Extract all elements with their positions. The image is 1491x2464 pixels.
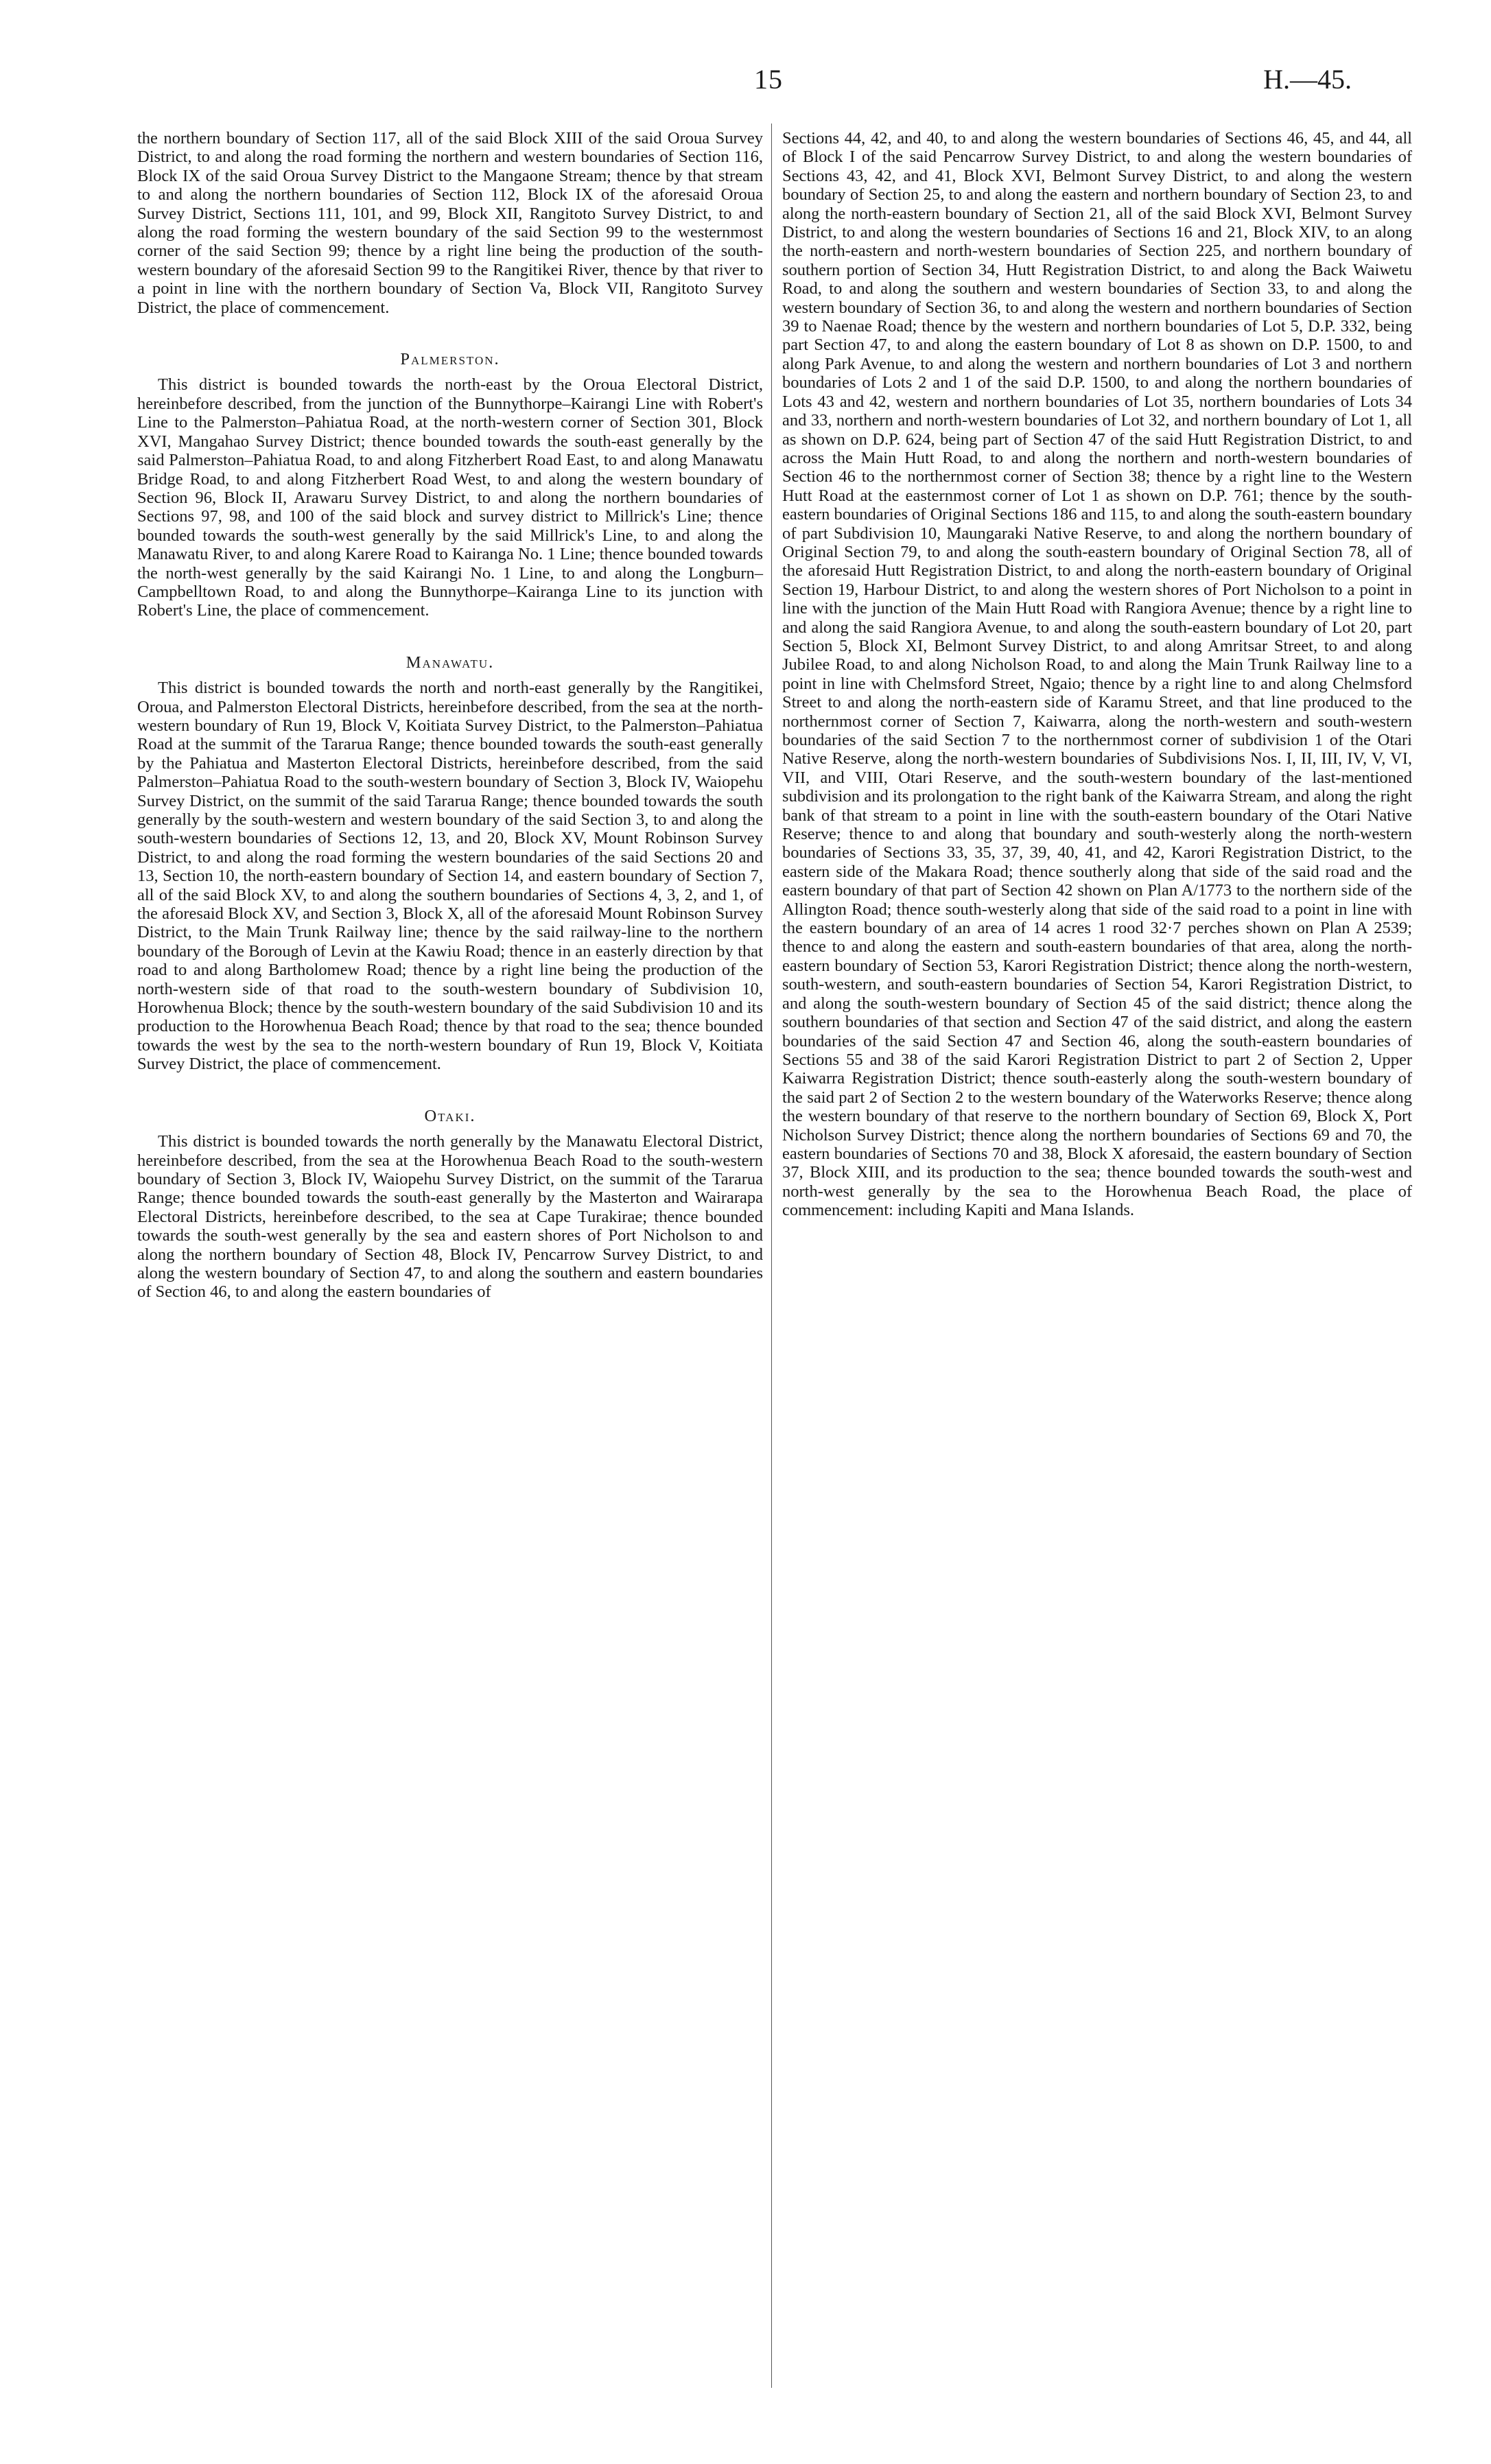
- left-column: [137, 129, 763, 1302]
- section-text-otaki: This district is bounded towards the north generally by the Manawatu Electoral District, hereinbefore described, from the sea at the Horowhenua Beach Road to the south-western boundary of Section 3, Block IV, Waiopehu Survey District, on the summit of the Tararua Range; thence bounded towards the south-east generally by the Masterton and Wairarapa Electoral Districts, hereinbefore described, to the sea at Cape Turakirae; thence bounded towards the south-west generally by the sea and eastern shores of Port Nicholson to and along the northern boundary of Section 48, Block IV, Pencarrow Survey District, to and along the western boundary of Section 47, to and along the southern and eastern boundaries of Section 46, to and along the eastern boundaries of: [137, 1132, 763, 1302]
- page-number: 15: [754, 64, 783, 95]
- section-heading-palmerston: Palmerston.: [400, 350, 500, 369]
- section-text-palmerston: This district is bounded towards the north-east by the Oroua Electoral District, hereinbefore described, from the junction of the Bunnythorpe–Kairangi Line with Robert's Line to the Palmerston–Pahiatua Road, at the north-western corner of Section 301, Block XVI, Mangahao Survey District; thence bounded towards the south-east generally by the said Palmerston–Pahiatua Road, to and along Fitzherbert Road East, to and along Manawatu Bridge Road, to and along Fitzherbert Road West, to and along the western boundary of Section 96, Block II, Arawaru Survey District, to and along the northern boundaries of Sections 97, 98, and 100 of the said block and survey district to Millrick's Line; thence bounded towards the south-west generally by the said Millrick's Line, to and along the Manawatu River, to and along Karere Road to Kairanga No. 1 Line; thence bounded towards the north-west generally by the said Kairangi No. 1 Line, to and along the Longburn–Campbelltown Road, to and along the Bunnythorpe–Kairanga Line to its junction with Robert's Line, the place of commencement.: [137, 375, 763, 620]
- column-divider: [771, 124, 772, 2388]
- continued-paragraph-otaki: Sections 44, 42, and 40, to and along the western boundaries of Sections 46, 45, and 44, all of Block I of the said Pencarrow Survey District, to and along the western boundaries of Sections 43, 42, and 41, Block XVI, Belmont Survey District, to and along the western boundary of Section 25, to and along the eastern and northern boundary of Section 23, to and along the north-eastern boundary of Section 21, all of the said Block XVI, Belmont Survey District, to and along the western boundaries of Sections 16 and 21, Block XIV, to an along the north-eastern and north-western boundaries of Section 225, and northern boundary of southern portion of Section 34, Hutt Registration District, to and along the Back Waiwetu Road, to and along the southern and western boundaries of Section 33, to and along the western boundary of Section 36, to and along the western and northern boundaries of Section 39 to Naenae Road; thence by the western and northern boundaries of Lot 5, D.P. 332, being part Section 47, to and along the eastern boundary of Lot 8 as shown on D.P. 1500, to and along Park Avenue, to and along the western and northern boundaries of Lot 3 and northern boundaries of Lots 2 and 1 of the said D.P. 1500, to and along the northern boundaries of Lots 43 and 42, western and northern boundaries of Lot 35, northern boundaries of Lots 34 and 33, northern and north-western boundaries of Lot 32, and northern boundary of Lot 1, all as shown on D.P. 624, being part of Section 47 of the said Hutt Registration District, to and across the Main Hutt Road, to and along the northern and north-western boundaries of Section 46 to the northernmost corner of Section 38; thence by a right line to the Western Hutt Road at the easternmost corner of Lot 1 as shown on D.P. 761; thence by the south-eastern boundaries of Original Sections 186 and 115, to and along the south-eastern boundary of part Subdivision 10, Maungaraki Native Reserve, to and along the northern boundary of Original Section 79, to and along the south-eastern boundary of Original Section 78, all of the aforesaid Hutt Registration District, to and along the north-eastern boundary of Original Section 19, Harbour District, to and along the western shores of Port Nicholson to a point in line with the junction of the Main Hutt Road with Rangiora Avenue; thence by a right line to and along the said Rangiora Avenue, to and along the south-eastern boundary of Lot 20, part Section 5, Block XI, Belmont Survey District, to and along Amritsar Street, to and along Jubilee Road, to and along Nicholson Road, to and along the Main Trunk Railway line to a point in line with Chelmsford Street, Ngaio; thence by a right line to and along Chelmsford Street to and along the north-eastern side of Karamu Street, and that line produced to the northernmost corner of Section 7, Kaiwarra, along the north-western and south-western boundaries of the said Section 7 to the northernmost corner of subdivision 1 of the Otari Native Reserve, along the north-western boundaries of Subdivisions Nos. I, II, III, IV, V, VI, VII, and VIII, Otari Reserve, and the south-western boundary of the last-mentioned subdivision and its prolongation to the right bank of the Kaiwarra Stream, and along the right bank of that stream to a point in line with the south-eastern boundary of the Otari Native Reserve; thence to and along that boundary and south-westerly along the north-western boundaries of Sections 33, 35, 37, 39, 40, 41, and 42, Karori Registration District, to the eastern side of the Makara Road; thence southerly along that side of the said road and the eastern boundary of that part of Section 42 shown on Plan A/1773 to the northern side of the Allington Road; thence south-westerly along that side of the said road to a point in line with the eastern boundary of an area of 14 acres 1 rood 32·7 perches shown on Plan A 2539; thence to and along the eastern and south-eastern boundaries of that area, along the north-eastern boundary of Section 53, Karori Registration District; thence along the north-western, south-western, and south-eastern boundaries of Section 54, Karori Registration District, to and along the south-western boundary of Section 45 of the said district; thence along the southern boundaries of that section and Section 47 of the said district, and along the eastern boundaries of the said Section 47 and Section 46, along the south-eastern boundaries of Sections 55 and 38 of the said Karori Registration District to part 2 of Section 2, Upper Kaiwarra Registration District; thence south-easterly along the south-western boundary of the said part 2 of Section 2 to the western boundary of the Waterworks Reserve; thence along the western boundary of that reserve to the northern boundary of Section 69, Block X, Port Nicholson Survey District; thence along the northern boundaries of Sections 69 and 70, the eastern boundaries of Sections 70 and 38, Block X aforesaid, the eastern boundary of Section 37, Block XIII, and its production to the sea; thence bounded towards the south-west and north-west generally by the sea to the Horowhenua Beach Road, the place of commencement: including Kapiti and Mana Islands.: [782, 129, 1412, 1220]
- section-heading-otaki: Otaki.: [424, 1106, 476, 1125]
- section-heading-manawatu: Manawatu.: [406, 653, 495, 672]
- right-column: [782, 129, 1412, 1220]
- section-text-manawatu: This district is bounded towards the north and north-east generally by the Rangitikei, Oroua, and Palmerston Electoral Districts, hereinbefore described, from the sea at the north-western boundary of Run 19, Block V, Koitiata Survey District, to the Palmerston–Pahiatua Road at the summit of the Tararua Range; thence bounded towards the south-east generally by the Pahiatua and Masterton Electoral Districts, hereinbefore described, from the said Palmerston–Pahiatua Road to the south-western boundary of Section 3, Block IV, Waiopehu Survey District, on the summit of the said Tararua Range; thence bounded towards the south generally by the south-western and western boundary of the said Section 3, to and along the south-western boundaries of Sections 12, 13, and 20, Block XV, Mount Robinson Survey District, to and along the road forming the western boundaries of the said Sections 20 and 13, Section 10, the north-eastern boundary of Section 14, and eastern boundary of Section 7, all of the said Block XV, to and along the southern boundaries of Sections 4, 3, 2, and 1, of the aforesaid Block XV, and Section 3, Block X, all of the aforesaid Mount Robinson Survey District, to the Main Trunk Railway line; thence by the said railway-line to the northern boundary of the Borough of Levin at the Kawiu Road; thence in an easterly direction by that road to and along Bartholomew Road; thence by a right line being the production of the north-western side of that road to the south-western boundary of Subdivision 10, Horowhenua Block; thence by the south-western boundary of the said Subdivision 10 and its production to the Horowhenua Beach Road; thence by that road to the sea; thence bounded towards the west by the sea to the north-western boundary of Run 19, Block V, Koitiata Survey District, the place of commencement.: [137, 679, 763, 1074]
- document-reference: H.—45.: [1263, 64, 1352, 95]
- continued-paragraph: the northern boundary of Section 117, all of the said Block XIII of the said Oroua Survey District, to and along the road forming the northern and western boundaries of Section 116, Block IX of the said Oroua Survey District to the Mangaone Stream; thence by that stream to and along the northern boundaries of Section 112, Block IX of the aforesaid Oroua Survey District, Sections 111, 101, and 99, Block XII, Rangitoto Survey District, to and along the road forming the western boundary of the said Section 99 to the westernmost corner of the said Section 99; thence by a right line being the production of the south-western boundary of the aforesaid Section 99 to the Rangitikei River, thence by that river to a point in line with the northern boundary of Section Va, Block VII, Rangitoto Survey District, the place of commencement.: [137, 129, 763, 317]
